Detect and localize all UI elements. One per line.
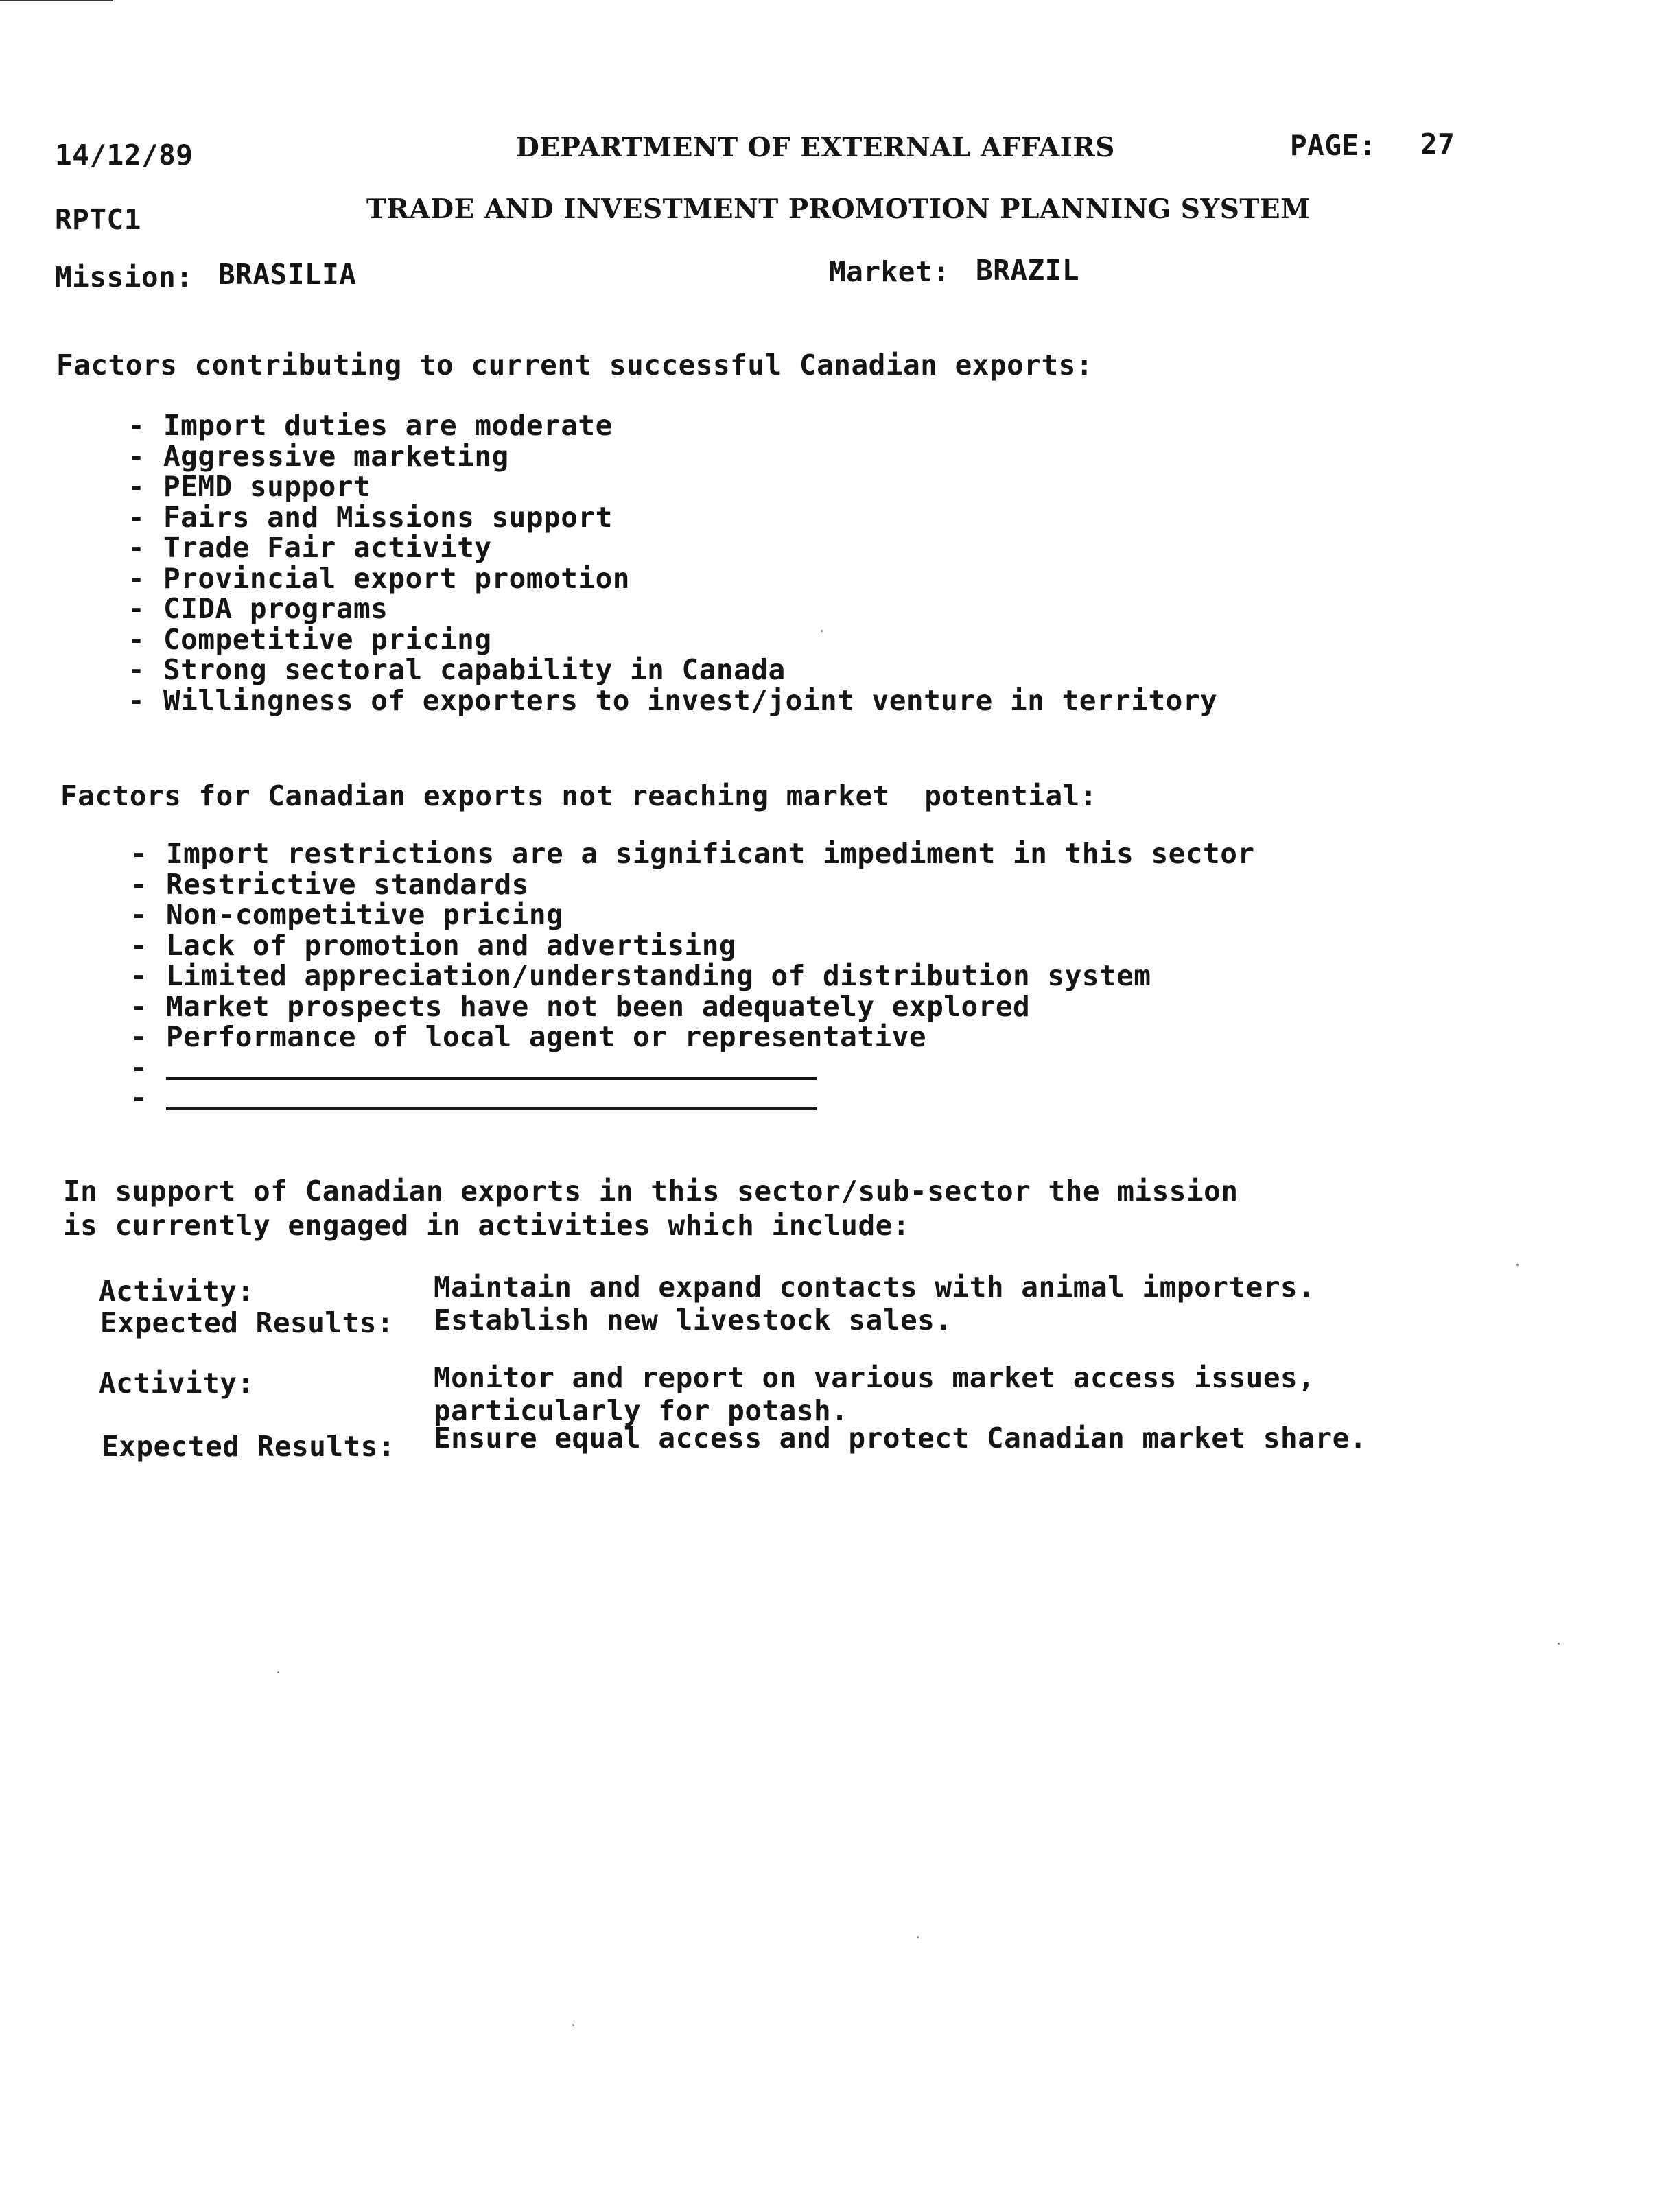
- list-item: - Performance of local agent or representative: [130, 1020, 927, 1053]
- list-item: - Non-competitive pricing: [130, 898, 564, 931]
- page-label: PAGE:: [1290, 129, 1376, 162]
- results-label: Expected Results:: [102, 1430, 396, 1463]
- support-intro-line-1: In support of Canadian exports in this sector/sub-sector the mission: [63, 1175, 1239, 1208]
- success-factors-list: [128, 410, 1217, 716]
- department-title: DEPARTMENT OF EXTERNAL AFFAIRS: [516, 132, 1115, 163]
- list-item: - PEMD support: [128, 470, 371, 503]
- activity-text-continued: particularly for potash.: [434, 1394, 849, 1427]
- list-item: - Willingness of exporters to invest/joint venture in territory: [128, 683, 1218, 717]
- list-item: - Market prospects have not been adequately explored: [130, 989, 1031, 1023]
- list-item: - Strong sectoral capability in Canada: [128, 653, 786, 686]
- list-item: - Trade Fair activity: [128, 531, 492, 564]
- blank-fill-line: [166, 1107, 817, 1110]
- report-code: RPTC1: [55, 203, 141, 236]
- barrier-factors-heading: Factors for Canadian exports not reaching market potential:: [60, 779, 1098, 812]
- activity-label: Activity:: [99, 1367, 255, 1400]
- list-item: - Import duties are moderate: [128, 409, 613, 442]
- scan-speck: [1516, 1264, 1519, 1266]
- activity-label: Activity:: [99, 1275, 255, 1308]
- market-label: Market:: [829, 255, 950, 288]
- list-item: - Competitive pricing: [128, 622, 492, 656]
- system-title: TRADE AND INVESTMENT PROMOTION PLANNING SYSTEM: [366, 193, 1311, 225]
- barrier-factors-list: [130, 838, 1255, 1114]
- results-label: Expected Results:: [100, 1306, 395, 1339]
- list-item: - Lack of promotion and advertising: [130, 928, 737, 962]
- support-intro-line-2: is currently engaged in activities which include:: [63, 1209, 911, 1242]
- scan-edge-mark: [0, 0, 113, 1]
- scan-speck: [917, 1936, 919, 1938]
- list-item: - Restrictive standards: [130, 867, 529, 901]
- list-item: - Fairs and Missions support: [128, 500, 613, 534]
- list-item: - CIDA programs: [128, 592, 388, 625]
- market-value: BRAZIL: [976, 254, 1080, 287]
- scan-speck: [1558, 1643, 1560, 1645]
- list-item: - Aggressive marketing: [128, 439, 509, 473]
- results-text: Ensure equal access and protect Canadian market share.: [434, 1422, 1367, 1455]
- scan-speck: [572, 2024, 574, 2026]
- mission-value: BRASILIA: [218, 258, 357, 291]
- page-number: 27: [1420, 128, 1455, 161]
- blank-item: -: [130, 1052, 1255, 1083]
- scan-speck: [821, 630, 823, 632]
- activity-text: Monitor and report on various market access issues,: [434, 1361, 1315, 1394]
- report-date: 14/12/89: [55, 139, 194, 172]
- blank-fill-line: [166, 1077, 817, 1080]
- scan-speck: [277, 1671, 279, 1673]
- blank-item: -: [130, 1083, 1255, 1114]
- results-text: Establish new livestock sales.: [434, 1304, 952, 1337]
- activity-text: Maintain and expand contacts with animal importers.: [434, 1271, 1315, 1304]
- list-item: - Provincial export promotion: [128, 561, 630, 595]
- success-factors-heading: Factors contributing to current successful Canadian exports:: [56, 349, 1094, 381]
- list-item: - Import restrictions are a significant impediment in this sector: [130, 837, 1255, 870]
- mission-label: Mission:: [55, 261, 194, 294]
- list-item: - Limited appreciation/understanding of distribution system: [130, 959, 1151, 992]
